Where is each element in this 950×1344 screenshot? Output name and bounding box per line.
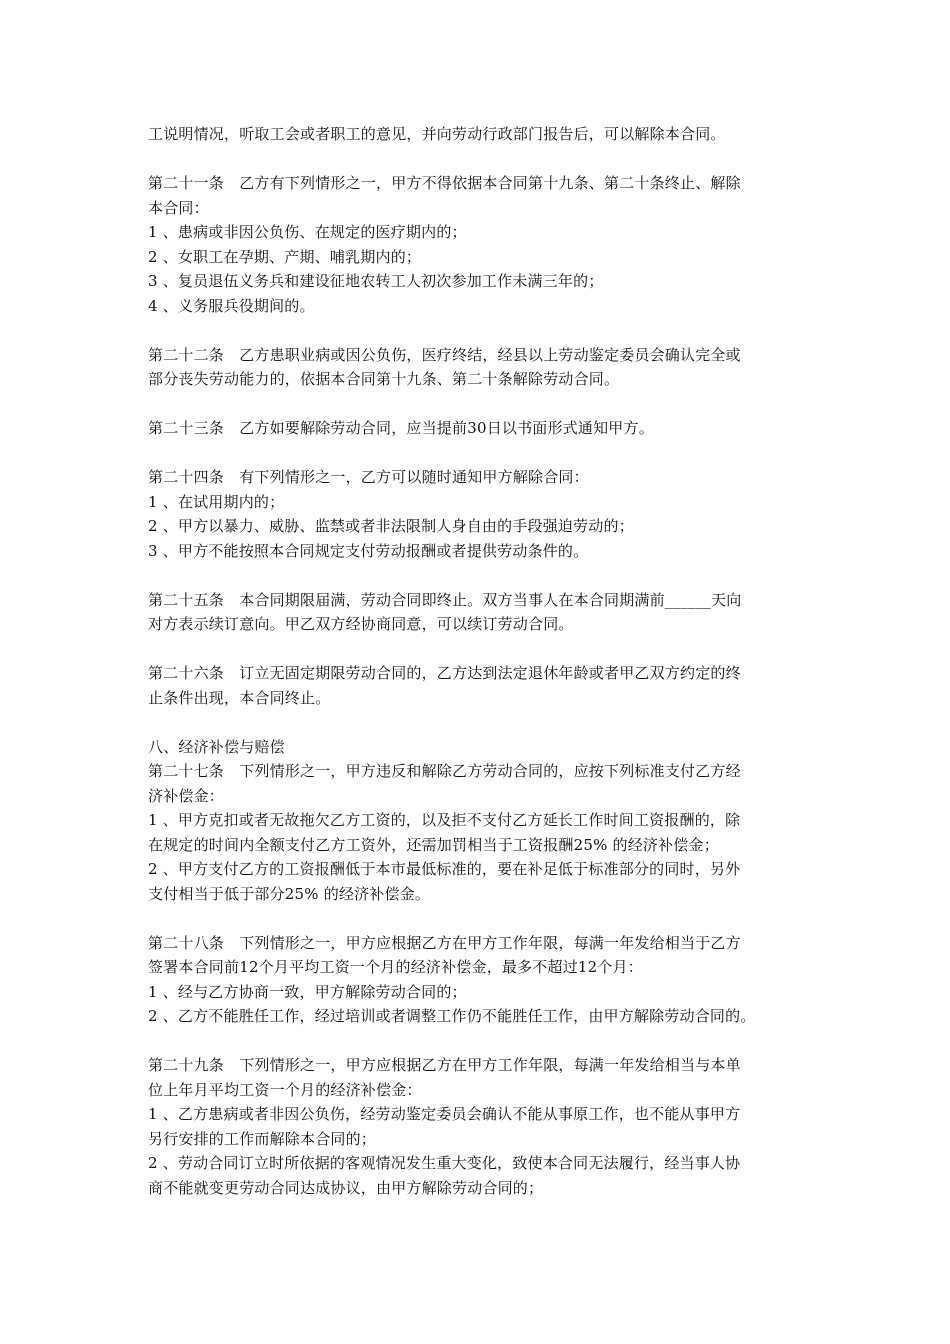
text-line: 位上年月平均工资一个月的经济补偿金： (148, 1080, 422, 1099)
paragraph-gap (148, 563, 818, 588)
section-8-and-article-27 (148, 735, 818, 907)
paragraph-gap (148, 392, 818, 417)
text-line: 另行安排的工作而解除本合同的； (148, 1129, 377, 1148)
list-item: 3 、甲方不能按照本合同规定支付劳动报酬或者提供劳动条件的。 (148, 541, 589, 560)
list-item: 1 、甲方克扣或者无故拖欠乙方工资的，以及拒不支付乙方延长工作时间工资报酬的，除 (148, 811, 741, 829)
article-24 (148, 465, 818, 563)
paragraph-continuation (148, 122, 818, 147)
article-heading-line: 第二十九条 下列情形之一，甲方应根据乙方在甲方工作年限，每满一年发给相当与本单 (148, 1056, 741, 1074)
paragraph-gap (148, 147, 818, 172)
paragraph-gap (148, 710, 818, 735)
article-heading-line: 第二十八条 下列情形之一，甲方应根据乙方在甲方工作年限，每满一年发给相当于乙方 (148, 933, 741, 952)
list-item: 3 、复员退伍义务兵和建设征地农转工人初次参加工作未满三年的； (148, 272, 604, 290)
text-line: 签署本合同前12个月平均工资一个月的经济补偿金，最多不超过12个月： (148, 958, 643, 976)
article-heading-line: 第二十七条 下列情形之一，甲方违反和解除乙方劳动合同的，应按下列标准支付乙方经 (148, 762, 741, 780)
text-line: 本合同： (148, 198, 209, 217)
text-line: 部分丧失劳动能力的，依据本合同第十九条、第二十条解除劳动合同。 (148, 370, 620, 388)
paragraph-gap (148, 906, 818, 931)
article-heading-line: 第二十二条 乙方患职业病或因公负伤，医疗终结，经县以上劳动鉴定委员会确认完全或 (148, 345, 741, 364)
list-item: 2 、女职工在孕期、产期、哺乳期内的； (148, 247, 422, 266)
list-item: 1 、在试用期内的； (148, 492, 285, 511)
list-item: 2 、劳动合同订立时所依据的客观情况发生重大变化，致使本合同无法履行，经当事人协 (148, 1154, 741, 1172)
article-heading-line: 第二十一条 乙方有下列情形之一，甲方不得依据本合同第十九条、第二十条终止、解除 (148, 174, 741, 192)
article-22 (148, 343, 818, 392)
document-body (148, 122, 818, 1200)
list-item: 1 、经与乙方协商一致，甲方解除劳动合同的； (148, 982, 467, 1001)
list-item: 4 、义务服兵役期间的。 (148, 296, 315, 315)
article-26 (148, 661, 818, 710)
paragraph-gap (148, 318, 818, 343)
section-heading: 八、经济补偿与赔偿 (148, 737, 285, 756)
list-item: 1 、乙方患病或者非因公负伤，经劳动鉴定委员会确认不能从事原工作，也不能从事甲方 (148, 1105, 741, 1123)
text-line: 对方表示续订意向。甲乙双方经协商同意，可以续订劳动合同。 (148, 615, 574, 633)
article-heading-line: 第二十五条 本合同期限届满，劳动合同即终止。双方当事人在本合同期满前______天向 (148, 590, 742, 609)
article-heading-line: 第二十四条 有下列情形之一，乙方可以随时通知甲方解除合同： (148, 468, 589, 486)
text-line: 止条件出现，本合同终止。 (148, 688, 331, 707)
text-line: 济补偿金： (148, 786, 225, 805)
article-23 (148, 416, 818, 441)
list-item: 2 、乙方不能胜任工作，经过培训或者调整工作仍不能胜任工作，由甲方解除劳动合同的。 (148, 1007, 756, 1025)
paragraph-gap (148, 637, 818, 662)
article-heading-line: 第二十三条 乙方如要解除劳动合同，应当提前30日以书面形式通知甲方。 (148, 419, 654, 437)
article-heading-line: 第二十六条 订立无固定期限劳动合同的，乙方达到法定退休年龄或者甲乙双方约定的终 (148, 664, 741, 682)
text-line: 在规定的时间内全额支付乙方工资外，还需加罚相当于工资报酬25% 的经济补偿金； (148, 835, 719, 854)
list-item: 1 、患病或非因公负伤、在规定的医疗期内的； (148, 223, 467, 241)
article-28 (148, 931, 818, 1029)
paragraph-gap (148, 1029, 818, 1054)
article-21 (148, 171, 818, 318)
article-25 (148, 588, 818, 637)
text-line: 商不能就变更劳动合同达成协议，由甲方解除劳动合同的； (148, 1178, 544, 1197)
text-line: 支付相当于低于部分25% 的经济补偿金。 (148, 884, 431, 903)
paragraph-gap (148, 441, 818, 466)
text-line: 工说明情况，听取工会或者职工的意见，并向劳动行政部门报告后，可以解除本合同。 (148, 125, 726, 143)
list-item: 2 、甲方以暴力、威胁、监禁或者非法限制人身自由的手段强迫劳动的； (148, 517, 634, 535)
list-item: 2 、甲方支付乙方的工资报酬低于本市最低标准的，要在补足低于标准部分的同时，另外 (148, 860, 741, 878)
article-29 (148, 1053, 818, 1200)
